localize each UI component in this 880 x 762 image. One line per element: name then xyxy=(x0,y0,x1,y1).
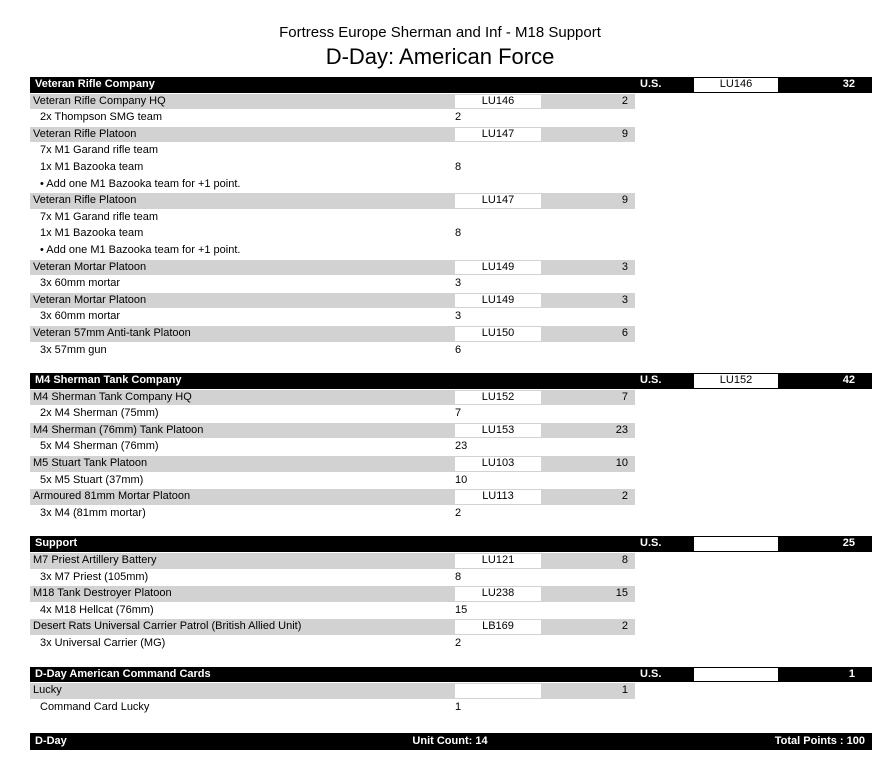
section-body xyxy=(30,390,872,522)
unit-row xyxy=(30,326,635,342)
item-count: 6 xyxy=(455,343,462,356)
unit-points: 7 xyxy=(621,390,628,403)
unit-code-box xyxy=(455,261,541,275)
unit-name: M4 Sherman (76mm) Tank Platoon xyxy=(33,423,204,436)
unit-name: Desert Rats Universal Carrier Patrol (British Allied Unit) xyxy=(33,620,302,633)
section-nation: U.S. xyxy=(640,78,662,90)
unit-row xyxy=(30,619,635,635)
unit-code: LU103 xyxy=(481,457,515,470)
unit-row xyxy=(30,586,635,602)
unit-name: Veteran Mortar Platoon xyxy=(33,293,147,306)
unit-code-box xyxy=(455,490,541,504)
unit-points: 10 xyxy=(615,457,628,470)
item-text: 5x M5 Stuart (37mm) xyxy=(40,473,144,486)
item-text: 3x 60mm mortar xyxy=(40,277,121,290)
section-points: 1 xyxy=(848,667,855,680)
unit-row xyxy=(30,260,635,276)
item-count: 10 xyxy=(455,473,468,486)
item-text: 1x M1 Bazooka team xyxy=(40,227,144,240)
unit-code-box xyxy=(455,327,541,341)
unit-points: 3 xyxy=(621,293,628,306)
unit-row xyxy=(30,489,635,505)
unit-detail-row xyxy=(30,210,635,226)
unit-code: LU146 xyxy=(481,94,515,107)
unit-code: LU153 xyxy=(481,423,515,436)
unit-code: LU150 xyxy=(481,326,515,339)
item-text: Command Card Lucky xyxy=(40,700,150,713)
unit-name: Veteran Rifle Company HQ xyxy=(33,94,166,107)
unit-detail-row xyxy=(30,439,635,455)
unit-name: Veteran Rifle Platoon xyxy=(33,194,137,207)
unit-name: M18 Tank Destroyer Platoon xyxy=(33,587,172,600)
unit-code-box xyxy=(455,587,541,601)
section-code-box xyxy=(694,374,778,388)
item-text: 4x M18 Hellcat (76mm) xyxy=(40,603,154,616)
unit-row xyxy=(30,553,635,569)
unit-detail-row xyxy=(30,110,635,126)
section-points: 32 xyxy=(842,78,855,90)
unit-row xyxy=(30,94,635,110)
unit-points: 9 xyxy=(621,194,628,207)
unit-detail-row xyxy=(30,276,635,292)
force-section xyxy=(30,373,872,521)
unit-detail-row xyxy=(30,243,635,259)
unit-code: LU147 xyxy=(481,194,515,207)
unit-detail-row xyxy=(30,700,635,716)
unit-code-box xyxy=(455,391,541,405)
item-count: 8 xyxy=(455,160,462,173)
unit-row xyxy=(30,293,635,309)
item-text: 3x Universal Carrier (MG) xyxy=(40,637,166,649)
unit-points: 1 xyxy=(621,684,628,697)
item-count: 8 xyxy=(455,570,462,583)
unit-row xyxy=(30,193,635,209)
force-section xyxy=(30,77,872,358)
unit-code-box xyxy=(455,457,541,471)
unit-detail-row xyxy=(30,143,635,159)
section-points: 25 xyxy=(842,537,855,550)
unit-points: 2 xyxy=(621,94,628,107)
unit-row xyxy=(30,423,635,439)
unit-name: Veteran 57mm Anti-tank Platoon xyxy=(33,326,191,339)
unit-detail-row xyxy=(30,226,635,242)
section-title: D-Day American Command Cards xyxy=(35,667,211,680)
section-body xyxy=(30,94,872,359)
unit-points: 3 xyxy=(621,260,628,273)
unit-detail-row xyxy=(30,473,635,489)
unit-name: Armoured 81mm Mortar Platoon xyxy=(33,490,191,503)
unit-points: 2 xyxy=(621,620,628,633)
unit-name: Veteran Rifle Platoon xyxy=(33,127,137,140)
unit-name: Lucky xyxy=(33,684,62,697)
footer-total-points: Total Points : 100 xyxy=(774,735,866,747)
unit-code-box xyxy=(455,620,541,634)
section-title: M4 Sherman Tank Company xyxy=(35,374,182,387)
force-section xyxy=(30,536,872,651)
army-list-table xyxy=(30,77,872,716)
unit-points: 8 xyxy=(621,554,628,567)
section-code-box xyxy=(694,537,778,551)
item-count: 23 xyxy=(455,440,468,453)
unit-name: Veteran Mortar Platoon xyxy=(33,260,147,273)
unit-detail-row xyxy=(30,406,635,422)
section-code: LU146 xyxy=(719,78,753,90)
item-count: 3 xyxy=(455,310,462,323)
section-title: Support xyxy=(35,537,78,550)
unit-detail-row xyxy=(30,160,635,176)
unit-points: 9 xyxy=(621,127,628,140)
section-body xyxy=(30,553,872,652)
unit-code: LU152 xyxy=(481,390,515,403)
section-header xyxy=(30,77,872,93)
section-nation: U.S. xyxy=(640,537,662,550)
item-count: 15 xyxy=(455,603,468,616)
footer-unit-count: Unit Count: 14 xyxy=(412,735,488,747)
unit-code: LU149 xyxy=(481,260,515,273)
force-section xyxy=(30,667,872,716)
item-count: 8 xyxy=(455,227,462,240)
unit-name: M7 Priest Artillery Battery xyxy=(33,554,157,567)
unit-code: LU121 xyxy=(481,554,515,567)
section-code-box xyxy=(694,668,778,682)
unit-code-box xyxy=(455,128,541,142)
unit-name: M5 Stuart Tank Platoon xyxy=(33,457,148,470)
item-text: 5x M4 Sherman (76mm) xyxy=(40,440,159,453)
unit-code-box xyxy=(455,684,541,698)
item-text: 2x M4 Sherman (75mm) xyxy=(40,407,159,420)
force-title: D-Day: American Force xyxy=(325,44,555,69)
unit-code-box xyxy=(455,194,541,208)
list-title: Fortress Europe Sherman and Inf - M18 Support xyxy=(279,24,601,41)
unit-points: 2 xyxy=(621,490,628,503)
unit-points: 6 xyxy=(621,326,628,339)
item-count: 3 xyxy=(455,277,462,290)
item-text: 3x M4 (81mm mortar) xyxy=(40,506,146,519)
unit-code: LB169 xyxy=(482,620,514,633)
unit-code-box xyxy=(455,424,541,438)
section-code-box xyxy=(694,78,778,92)
unit-name: M4 Sherman Tank Company HQ xyxy=(33,390,192,403)
unit-detail-row xyxy=(30,603,635,619)
unit-detail-row xyxy=(30,636,635,652)
unit-detail-row xyxy=(30,309,635,325)
item-text: • Add one M1 Bazooka team for +1 point. xyxy=(40,243,241,256)
unit-detail-row xyxy=(30,343,635,359)
unit-code-box xyxy=(455,554,541,568)
section-body xyxy=(30,683,872,715)
item-count: 1 xyxy=(455,700,462,713)
section-header xyxy=(30,536,872,552)
section-title: Veteran Rifle Company xyxy=(35,78,155,90)
unit-row xyxy=(30,127,635,143)
item-text: 3x 57mm gun xyxy=(40,343,107,356)
footer-bar xyxy=(30,733,872,750)
section-code: LU152 xyxy=(719,374,753,387)
unit-code: LU147 xyxy=(481,127,515,140)
section-header xyxy=(30,373,872,389)
unit-points: 15 xyxy=(615,587,628,600)
unit-points: 23 xyxy=(615,423,628,436)
section-header xyxy=(30,667,872,683)
unit-code-box xyxy=(455,95,541,109)
unit-code: LU149 xyxy=(481,293,515,306)
unit-row xyxy=(30,456,635,472)
item-text: 7x M1 Garand rifle team xyxy=(40,210,158,223)
unit-detail-row xyxy=(30,177,635,193)
unit-code-box xyxy=(455,294,541,308)
unit-code: LU113 xyxy=(482,490,514,503)
document-header xyxy=(0,24,880,70)
item-text: 7x M1 Garand rifle team xyxy=(40,144,158,157)
item-text: 3x 60mm mortar xyxy=(40,310,121,323)
item-text: 2x Thompson SMG team xyxy=(40,111,163,124)
item-count: 2 xyxy=(455,111,462,124)
item-text: • Add one M1 Bazooka team for +1 point. xyxy=(40,177,241,190)
unit-detail-row xyxy=(30,570,635,586)
section-points: 42 xyxy=(842,374,855,387)
unit-row xyxy=(30,683,635,699)
item-count: 7 xyxy=(455,407,462,420)
item-text: 1x M1 Bazooka team xyxy=(40,160,144,173)
unit-code: LU238 xyxy=(481,587,515,600)
unit-detail-row xyxy=(30,506,635,522)
item-count: 2 xyxy=(455,506,462,519)
unit-row xyxy=(30,390,635,406)
item-text: 3x M7 Priest (105mm) xyxy=(40,570,149,583)
footer-mission: D-Day xyxy=(35,735,67,747)
section-nation: U.S. xyxy=(640,374,662,387)
item-count: 2 xyxy=(455,637,462,649)
section-nation: U.S. xyxy=(640,667,662,680)
